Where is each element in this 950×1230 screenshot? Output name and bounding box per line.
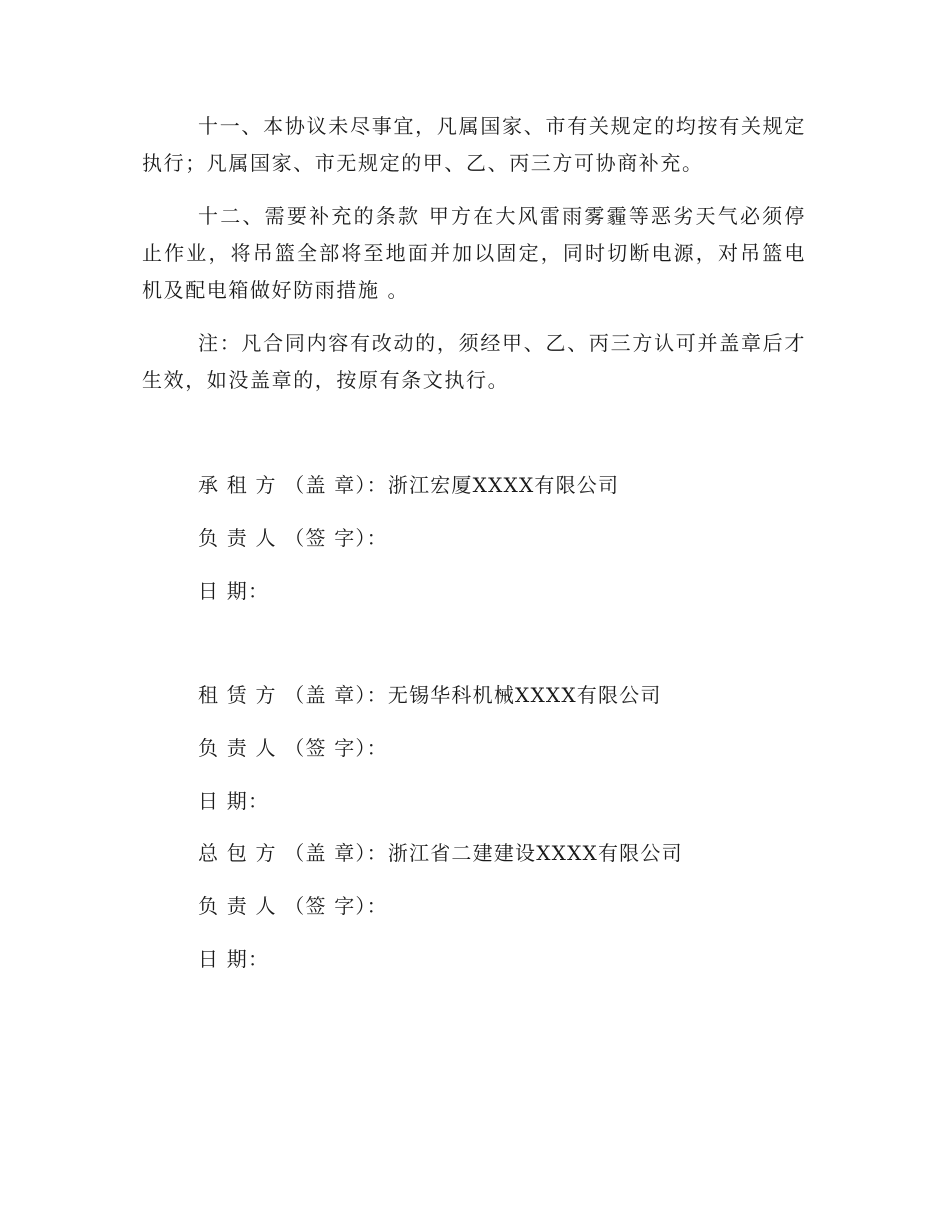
contractor-person-line: 负 责 人 （签 字）： — [198, 894, 388, 918]
lessee-party-line: 承 租 方 （盖 章）：浙江宏厦XXXX有限公司 — [198, 473, 620, 497]
lessor-party-line: 租 赁 方 （盖 章）：无锡华科机械XXXX有限公司 — [198, 683, 662, 707]
lessor-date-line: 日 期： — [198, 789, 270, 813]
clause-eleven: 十一、本协议未尽事宜，凡属国家、市有关规定的均按有关规定执行；凡属国家、市无规定的甲、乙、丙三方可协商补充。 — [142, 114, 806, 175]
contractor-date-line: 日 期： — [198, 947, 270, 971]
lessee-person-line: 负 责 人 （签 字）： — [198, 526, 388, 550]
contractor-party-line: 总 包 方 （盖 章）：浙江省二建建设XXXX有限公司 — [198, 841, 683, 865]
lessee-date-line: 日 期： — [198, 579, 270, 603]
contract-note: 注：凡合同内容有改动的，须经甲、乙、丙三方认可并盖章后才生效，如没盖章的，按原有条文执行。 — [142, 331, 806, 392]
lessor-person-line: 负 责 人 （签 字）： — [198, 736, 388, 760]
clause-twelve: 十二、需要补充的条款 甲方在大风雷雨雾霾等恶劣天气必须停止作业，将吊篮全部将至地面并加以固定，同时切断电源，对吊篮电机及配电箱做好防雨措施 。 — [142, 204, 806, 302]
